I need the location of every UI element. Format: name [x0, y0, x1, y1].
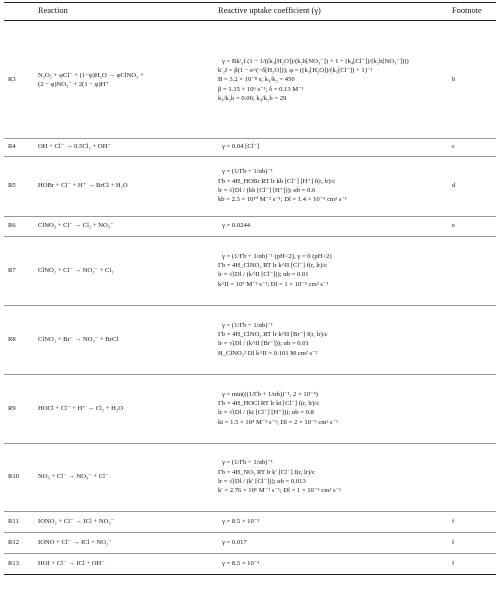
reaction-id	[8, 335, 36, 344]
uptake-coefficient	[218, 321, 450, 358]
footnote-mark-line: f	[452, 538, 455, 546]
uptake-coefficient-line: Γb = 4H_ClNO₂ RT lr k^II [Cl⁻] f(r, lr)/c	[218, 262, 328, 270]
uptake-coefficient-line: B = 3.2 × 10⁻⁸ s; k₃/k₂ = 450	[218, 76, 295, 84]
uptake-coefficient	[218, 559, 450, 568]
reaction-id-line: R11	[8, 517, 19, 525]
reaction-id	[8, 266, 36, 275]
reaction-equation	[38, 559, 206, 568]
uptake-coefficient	[218, 221, 450, 230]
reaction-id	[8, 559, 36, 568]
reaction-equation	[38, 181, 206, 190]
uptake-coefficient-line: γ = (1/Γb + 1/αb)⁻¹	[222, 459, 273, 467]
reaction-id	[8, 221, 36, 230]
reaction-equation-line: HOCl + Cl⁻ + H⁺ → Cl₂ + H₂O	[38, 404, 123, 412]
reaction-equation	[38, 472, 206, 481]
row-rule	[4, 216, 496, 217]
uptake-coefficient-line: γ = 0.04 [Cl⁻]	[222, 143, 260, 151]
reaction-id	[8, 181, 36, 190]
footnote-mark	[452, 142, 492, 151]
uptake-coefficient-line: γ = min(((1/Γb + 1/αb))⁻¹, 2 × 10⁻⁴)	[222, 390, 318, 398]
header-footnote: Footnote	[452, 6, 482, 15]
reaction-equation-line: (2 − φ)NO₃⁻ + 2(1 − φ)H⁺	[38, 80, 109, 88]
uptake-coefficient-line: lr = √(Dl / (kb [Cl⁻] [H⁺])); αb = 0.6	[218, 186, 316, 194]
uptake-coefficient	[218, 538, 450, 547]
footnote-mark-line: f	[452, 559, 455, 567]
uptake-coefficient-line: γ = 0.0244	[222, 222, 251, 230]
reaction-id-line: R3	[8, 76, 16, 84]
reaction-equation	[38, 221, 206, 230]
footnote-mark	[452, 75, 492, 84]
footnote-mark-line: e	[452, 222, 455, 230]
uptake-coefficient-line: lr = √(Dl / (k′ [Cl⁻])); αb = 0.013	[218, 477, 306, 485]
uptake-coefficient	[218, 57, 450, 103]
reaction-equation	[38, 517, 206, 526]
footnote-mark-line: b	[452, 76, 456, 84]
reaction-id-line: R9	[8, 404, 16, 412]
reaction-equation-line: ClNO₂ + Cl⁻ → NO₂⁻ + Cl₂	[38, 266, 114, 274]
uptake-coefficient-line: k′₂f = β(1 − e^(−δ[H₂O])); φ = ((k₂[H₂O])/(k₃[Cl⁻]) + 1)⁻¹	[218, 67, 373, 75]
uptake-coefficient-line: k′ = 2.76 × 10⁶ M⁻¹ s⁻¹; Dl = 1 × 10⁻⁵ cm² s⁻¹	[218, 487, 341, 495]
table-top-rule	[4, 2, 496, 3]
reaction-id	[8, 517, 36, 526]
reaction-equation-line: ClNO₂ + Br⁻ → NO₂⁻ + BrCl	[38, 335, 119, 343]
reaction-id-line: R12	[8, 538, 19, 546]
uptake-coefficient-line: γ = Bk′₂f (1 − 1/((k₃[H₂O])/(k₂b[NO₃⁻]) + 1 + (k₄[Cl⁻])/(k₂b[NO₃⁻])))	[222, 57, 409, 65]
reaction-id-line: R13	[8, 559, 19, 567]
reaction-equation	[38, 335, 206, 344]
uptake-coefficient-line: γ = (1/Γb + 1/αb)⁻¹	[222, 321, 273, 329]
uptake-coefficient-line: lr = √(Dl / (k^II [Br⁻])); αb = 0.01	[218, 340, 309, 348]
reaction-equation-line: OH + Cl⁻ → 0.5Cl₂ + OH⁻	[38, 143, 111, 151]
reaction-equation-line: IONO + Cl⁻ → ICl + NO₂⁻	[38, 538, 112, 546]
reaction-id-line: R5	[8, 182, 16, 190]
reaction-equation-line: N₂O₅ + φCl⁻ + (1−φ)H₂O → φClNO₂ +	[38, 71, 144, 79]
uptake-coefficient-line: k₃/k₂b = 0.06; k₄/k₂b = 29	[218, 94, 287, 102]
reaction-equation-line: ClNO₃ + Cl⁻ → Cl₂ + NO₃⁻	[38, 222, 114, 230]
uptake-coefficient-line: γ = 8.5 × 10⁻³	[222, 559, 260, 567]
row-rule	[4, 443, 496, 444]
uptake-coefficient	[218, 142, 450, 151]
footnote-mark	[452, 517, 492, 526]
row-rule	[4, 156, 496, 157]
footnote-mark-line: d	[452, 182, 456, 190]
footnote-mark	[452, 181, 492, 190]
reaction-id	[8, 142, 36, 151]
header-rule	[4, 20, 496, 21]
uptake-coefficient	[218, 167, 450, 204]
row-rule	[4, 532, 496, 533]
reaction-equation	[38, 266, 206, 275]
footnote-mark	[452, 221, 492, 230]
uptake-coefficient-line: Γb = 4H_NO₃ RT lr k′ [Cl⁻] f(r, lr)/c	[218, 468, 315, 476]
row-rule	[4, 511, 496, 512]
reaction-id-line: R8	[8, 335, 16, 343]
footnote-mark	[452, 559, 492, 568]
header-reaction: Reaction	[38, 6, 68, 15]
reaction-equation	[38, 142, 206, 151]
uptake-coefficient-line: Γb = 4H_HOCl RT lr kt [Cl⁻] f(r, lr)/c	[218, 400, 320, 408]
row-rule	[4, 374, 496, 375]
reaction-equation-line: IONO₂ + Cl⁻ → ICl + NO₃⁻	[38, 517, 115, 525]
reaction-id	[8, 404, 36, 413]
row-rule	[4, 574, 496, 575]
reaction-equation	[38, 538, 206, 547]
row-rule	[4, 553, 496, 554]
header-uptake-coefficient: Reactive uptake coefficient (γ)	[218, 6, 321, 15]
reaction-id-line: R6	[8, 222, 16, 230]
uptake-coefficient-line: Γb = 4H_ClNO₂ RT lr k^II [Br⁻] f(r, lr)/c	[218, 331, 328, 339]
uptake-coefficient-line: γ = (1/Γb + 1/αb)⁻¹	[222, 168, 273, 176]
footnote-mark-line: c	[452, 143, 455, 151]
reaction-id-line: R4	[8, 143, 16, 151]
row-rule	[4, 138, 496, 139]
footnote-mark-line: f	[452, 517, 455, 525]
uptake-coefficient	[218, 252, 450, 289]
reaction-id	[8, 472, 36, 481]
uptake-coefficient-line: β = 1.15 × 10⁶ s⁻¹; δ = 0.13 M⁻¹	[218, 85, 304, 93]
uptake-coefficient-line: γ = (1/Γb + 1/αb)⁻¹ (pH<2), γ = 0 (pH>2)	[222, 252, 332, 260]
uptake-coefficient	[218, 390, 450, 427]
uptake-coefficient-line: lr = √(Dl / (kt [Cl⁻] [H⁺])); αb = 0.8	[218, 409, 314, 417]
uptake-coefficient-line: γ = 8.5 × 10⁻³	[222, 517, 260, 525]
uptake-coefficient	[218, 517, 450, 526]
reaction-equation	[38, 71, 206, 90]
uptake-coefficient-line: k^II = 10⁷ M⁻² s⁻¹; Dl = 1 × 10⁻⁵ cm² s⁻¹	[218, 280, 329, 288]
uptake-coefficient	[218, 458, 450, 495]
row-rule	[4, 236, 496, 237]
uptake-coefficient-line: kb = 2.3 × 10¹⁰ M⁻² s⁻¹; Dl = 1.4 × 10⁻⁵ cm² s⁻¹	[218, 196, 347, 204]
reaction-equation-line: NO₃ + Cl⁻ → NO₃⁻ + Cl⁻	[38, 473, 109, 481]
reaction-id	[8, 75, 36, 84]
uptake-coefficient-line: γ = 0.017	[222, 538, 247, 546]
reaction-equation-line: HOBr + Cl⁻ + H⁺ → BrCl + H₂O	[38, 182, 128, 190]
uptake-coefficient-line: Γb = 4H_HOBr RT lr kb [Cl⁻] [H⁺] f(r, lr)/c	[218, 177, 336, 185]
reaction-equation	[38, 404, 206, 413]
uptake-coefficient-line: lr = √(Dl / (k^II [Cl⁻])); αb = 0.01	[218, 271, 309, 279]
reaction-id-line: R10	[8, 473, 19, 481]
reaction-id-line: R7	[8, 266, 16, 274]
row-rule	[4, 305, 496, 306]
reaction-equation-line: HOI + Cl⁻ → ICl + OH⁻	[38, 559, 105, 567]
uptake-coefficient-line: H_ClNO₂² Dl k^II = 0.101 M cm² s⁻²	[218, 349, 318, 357]
footnote-mark	[452, 538, 492, 547]
reaction-id	[8, 538, 36, 547]
uptake-coefficient-line: kt = 1.5 × 10⁴ M⁻² s⁻¹; Dl = 2 × 10⁻⁵ cm² s⁻¹	[218, 418, 339, 426]
